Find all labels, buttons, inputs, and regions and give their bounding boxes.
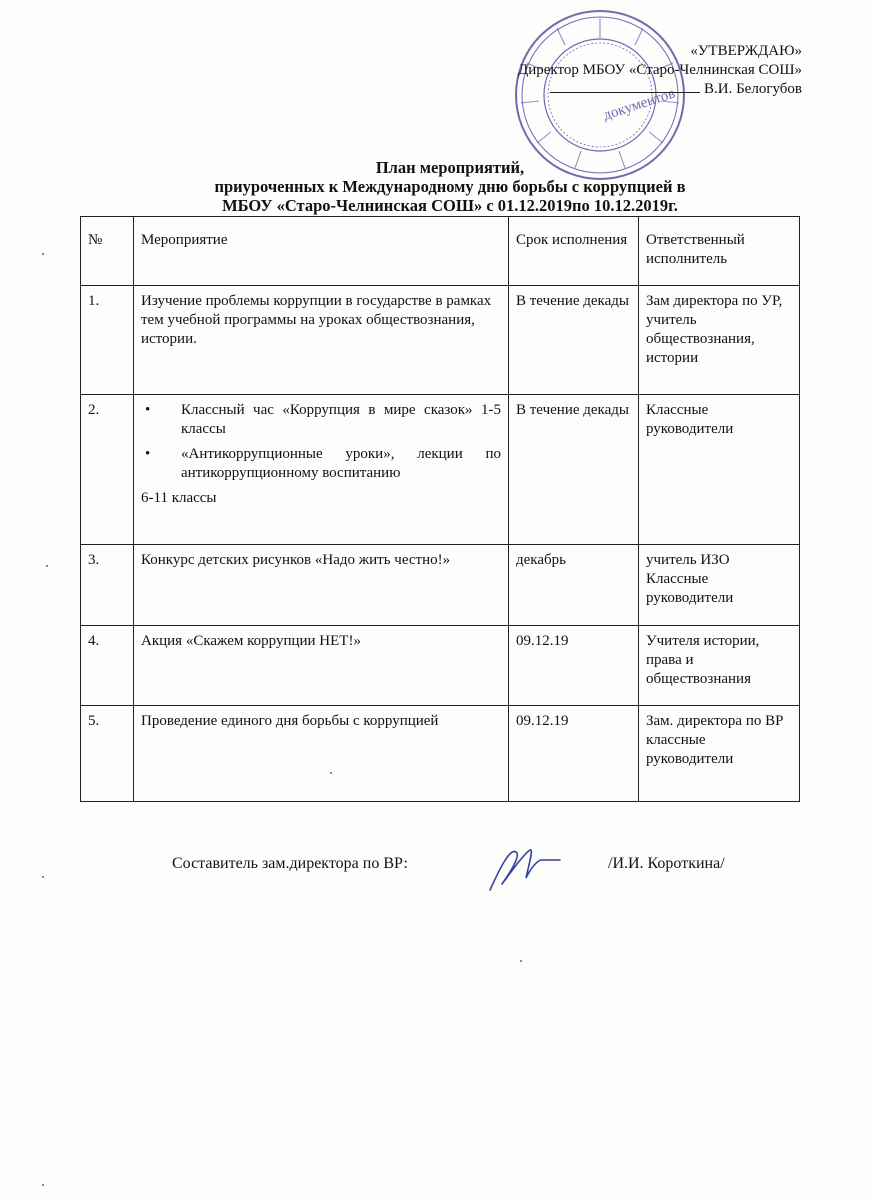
row-num: 2. xyxy=(81,395,134,545)
scan-speck xyxy=(42,253,44,255)
header-num: № xyxy=(81,217,134,286)
table-row xyxy=(81,706,800,802)
document-title xyxy=(60,158,840,215)
approval-block xyxy=(518,42,802,99)
row-deadline: 09.12.19 xyxy=(509,706,639,802)
scan-speck xyxy=(520,960,522,962)
row-deadline: В течение декады xyxy=(509,395,639,545)
row-event: Акция «Скажем коррупции НЕТ!» xyxy=(134,626,509,706)
title-line-1: План мероприятий, xyxy=(375,158,525,177)
signature-underline xyxy=(550,80,700,93)
header-responsible: Ответственный исполнитель xyxy=(639,217,800,286)
compiler-name: /И.И. Короткина/ xyxy=(608,855,725,872)
row-deadline: В течение декады xyxy=(509,286,639,395)
events-table xyxy=(80,216,800,802)
row-num: 1. xyxy=(81,286,134,395)
row-event: Конкурс детских рисунков «Надо жить честно!» xyxy=(134,545,509,626)
header-deadline: Срок исполнения xyxy=(509,217,639,286)
scan-speck xyxy=(46,565,48,567)
director-name: В.И. Белогубов xyxy=(703,81,802,97)
compiler-role: Составитель зам.директора по ВР: xyxy=(172,855,408,872)
table-row xyxy=(81,286,800,395)
scan-speck xyxy=(42,876,44,878)
scan-speck xyxy=(42,1184,44,1186)
title-line-2: приуроченных к Международному дню борьбы с коррупцией в xyxy=(214,177,686,196)
event-tail: 6-11 классы xyxy=(141,490,217,506)
list-item: • «Антикоррупционные уроки», лекции по антикоррупционному воспитанию xyxy=(141,445,501,483)
event-bullet-list xyxy=(141,401,501,483)
row-num: 3. xyxy=(81,545,134,626)
row-responsible: учитель ИЗО Классные руководители xyxy=(639,545,800,626)
table-header-row xyxy=(81,217,800,286)
approve-label: «УТВЕРЖДАЮ» xyxy=(690,43,802,59)
row-deadline: декабрь xyxy=(509,545,639,626)
table-row xyxy=(81,395,800,545)
row-num: 5. xyxy=(81,706,134,802)
row-num: 4. xyxy=(81,626,134,706)
row-responsible: Учителя истории, права и обществознания xyxy=(639,626,800,706)
row-event xyxy=(134,395,509,545)
row-responsible: Зам директора по УР, учитель обществознания, истории xyxy=(639,286,800,395)
table-row xyxy=(81,626,800,706)
compiler-signature xyxy=(480,838,600,898)
row-event: Проведение единого дня борьбы с коррупцией xyxy=(134,706,509,802)
director-signature-line xyxy=(518,80,802,99)
table-row xyxy=(81,545,800,626)
title-line-3: МБОУ «Старо-Челнинская СОШ» с 01.12.2019по 10.12.2019г. xyxy=(222,196,678,215)
list-item: • Классный час «Коррупция в мире сказок» 1-5 классы xyxy=(141,401,501,439)
row-deadline: 09.12.19 xyxy=(509,626,639,706)
row-responsible: Классные руководители xyxy=(639,395,800,545)
row-responsible: Зам. директора по ВР классные руководители xyxy=(639,706,800,802)
row-event: Изучение проблемы коррупции в государстве в рамках тем учебной программы на уроках обществознания, истории. xyxy=(134,286,509,395)
stamp-caption: документов xyxy=(601,85,678,124)
header-event: Мероприятие xyxy=(134,217,509,286)
scan-speck xyxy=(330,772,332,774)
director-title: Директор МБОУ «Старо-Челнинская СОШ» xyxy=(518,62,802,78)
